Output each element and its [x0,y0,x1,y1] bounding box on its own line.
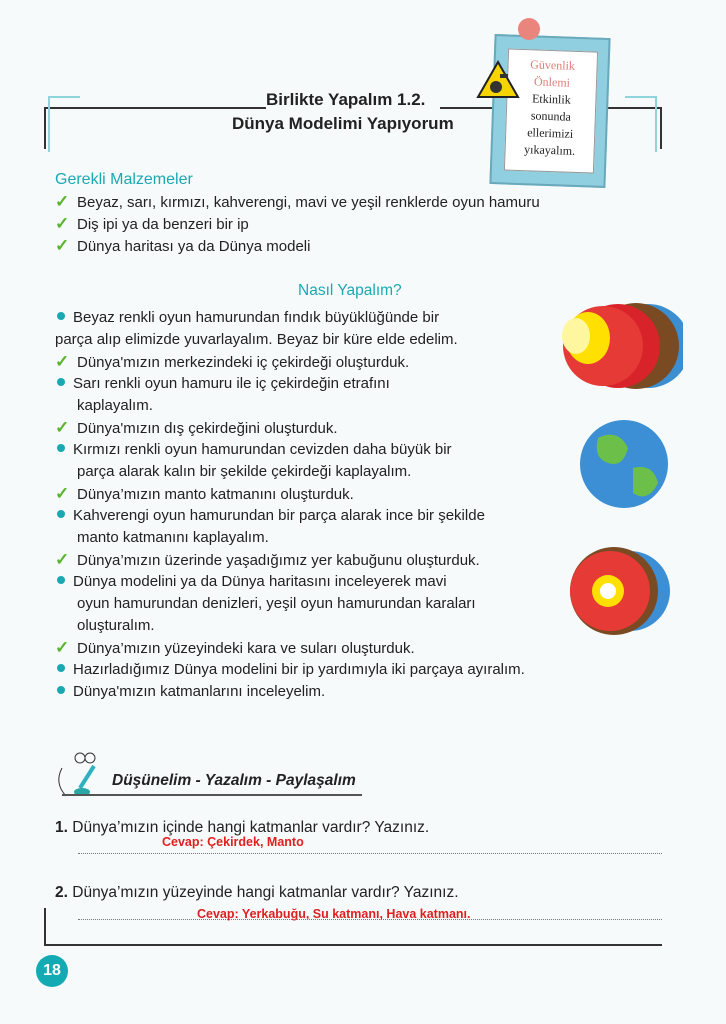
earth-layers-model-image [548,296,683,396]
step-line: manto katmanını kaplayalım. [77,529,269,546]
safety-title: Güvenlik [530,57,576,73]
material-item: ✓ Dünya haritası ya da Dünya modeli [55,236,311,255]
step-line: parça alıp elimizde yuvarlayalım. Beyaz bir küre elde edelim. [55,331,458,348]
earth-cross-section-image [570,540,672,642]
frame-left-top [44,107,46,149]
material-item: ✓ Beyaz, sarı, kırmızı, kahverengi, mavi ve yeşil renklerde oyun hamuru [55,192,540,211]
thinking-pencil-icon [52,748,112,798]
warning-hand-wash-icon [476,60,520,100]
safety-text: ellerimizi [527,125,574,141]
step-line: Sarı renkli oyun hamuru ile iç çekirdeğin etrafını [55,373,390,395]
frame-right-top [660,107,662,149]
teal-corner-right [625,96,657,152]
answer-1: Cevap: Çekirdek, Manto [162,835,304,849]
step-result: ✓ Dünya'mızın dış çekirdeğini oluşturduk. [55,418,338,437]
question-2: 2. Dünya’mızın yüzeyinde hangi katmanlar vardır? Yazınız. [55,884,459,901]
discussion-heading: Düşünelim - Yazalım - Paylaşalım [112,772,356,789]
activity-title: Dünya Modelimi Yapıyorum [232,114,454,133]
page-number: 18 [36,955,68,987]
question-1: 1. Dünya’mızın içinde hangi katmanlar vardır? Yazınız. [55,819,430,836]
step-line: parça alarak kalın bir şekilde çekirdeği kaplayalım. [77,463,412,480]
step-result: ✓ Dünya’mızın yüzeyindeki kara ve suları oluşturduk. [55,638,415,657]
step-line: Hazırladığımız Dünya modelini bir ip yardımıyla iki parçaya ayıralım. [55,659,525,681]
answer-line-1[interactable] [78,853,662,854]
safety-title-2: Önlemi [533,74,571,90]
earth-globe-image [578,418,670,510]
frame-left-bottom [44,908,46,946]
step-result: ✓ Dünya’mızın üzerinde yaşadığımız yer kabuğunu oluşturduk. [55,550,480,569]
step-line: Dünya modelini ya da Dünya haritasını inceleyerek mavi [55,571,447,593]
step-line: Kahverengi oyun hamurundan bir parça alarak ince bir şekilde [55,505,485,527]
activity-number: Birlikte Yapalım 1.2. [266,90,426,109]
discussion-underline [62,794,362,796]
footer-rule [44,944,662,946]
materials-heading: Gerekli Malzemeler [55,171,193,188]
answer-2: Cevap: Yerkabuğu, Su katmanı, Hava katmanı. [197,907,471,921]
step-result: ✓ Dünya'mızın merkezindeki iç çekirdeği oluşturduk. [55,352,410,371]
step-line: oyun hamurundan denizleri, yeşil oyun hamurundan karaları [77,595,476,612]
step-line: Beyaz renkli oyun hamurundan fındık büyüklüğünde bir [55,307,439,329]
safety-text: sonunda [530,108,572,124]
pushpin-icon [518,18,540,40]
step-line: oluşturalım. [77,617,155,634]
answer-line-2[interactable] [78,919,662,920]
safety-text: yıkayalım. [523,142,576,158]
step-result: ✓ Dünya’mızın manto katmanını oluşturduk. [55,484,354,503]
teal-corner-left [48,96,80,152]
safety-text: Etkinlik [531,91,571,107]
material-item: ✓ Diş ipi ya da benzeri bir ip [55,214,249,233]
step-line: kaplayalım. [77,397,153,414]
header-rule-mid [440,107,500,109]
step-line: Kırmızı renkli oyun hamurundan cevizden daha büyük bir [55,439,452,461]
safety-note [489,34,610,188]
steps-heading: Nasıl Yapalım? [298,282,402,299]
step-line: Dünya'mızın katmanlarını inceleyelim. [55,681,325,703]
